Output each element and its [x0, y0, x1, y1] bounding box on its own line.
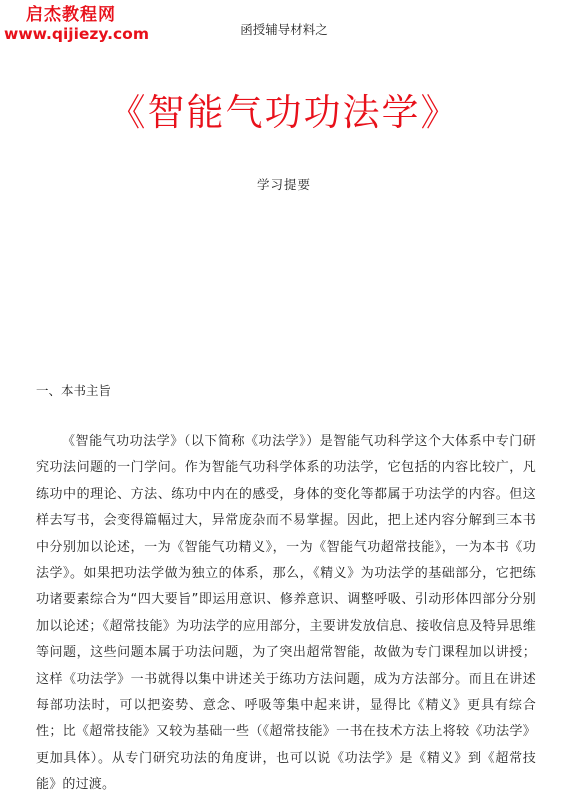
document-subtitle: 学习提要: [256, 177, 311, 192]
section-heading: 一、本书主旨: [36, 383, 112, 398]
watermark-site-name: 启杰教程网: [26, 5, 116, 25]
header-note: 函授辅导材料之: [240, 22, 328, 37]
document-title: 《智能气功功法学》: [108, 91, 460, 134]
body-paragraph: 《智能气功功法学》（以下简称《功法学》）是智能气功科学这个大体系中专门研究功法问题的一门学问。作为智能气功科学体系的功法学，它包括的内容比较广，凡练功中的理论、方法、练功中内在的感受，身体的变化等都属于功法学的内容。但这样去写书，会变得篇幅过大，异常庞杂而不易掌握。因此，把上述内容分解到三本书中分别加以论述，一为《智能气功精义》，一为《智能气功超常技能》，一为本书《功法学》。如果把功法学做为独立的体系，那么，《精义》为功法学的基础部分，它把练功诸要素综合为“四大要旨”即运用意识、修养意识、调整呼吸、引动形体四部分分别加以论述；《超常技能》为功法学的应用部分，主要讲发放信息、接收信息及特异思维等问题，这些问题本属于功法问题，为了突出超常智能，故做为专门课程加以讲授；这样《功法学》一书就得以集中讲述关于练功方法问题，成为方法部分。而且在讲述每部功法时，可以把姿势、意念、呼吸等集中起来讲，显得比《精义》更具有综合性；比《超常技能》又较为基础一些（《超常技能》一书在技术方法上将较《功法学》更加具体）。从专门研究功法的角度讲，也可以说《功法学》是《精义》到《超常技能》的过渡。: [36, 434, 536, 793]
watermark-site-url: www.qijiezy.com: [4, 24, 149, 43]
